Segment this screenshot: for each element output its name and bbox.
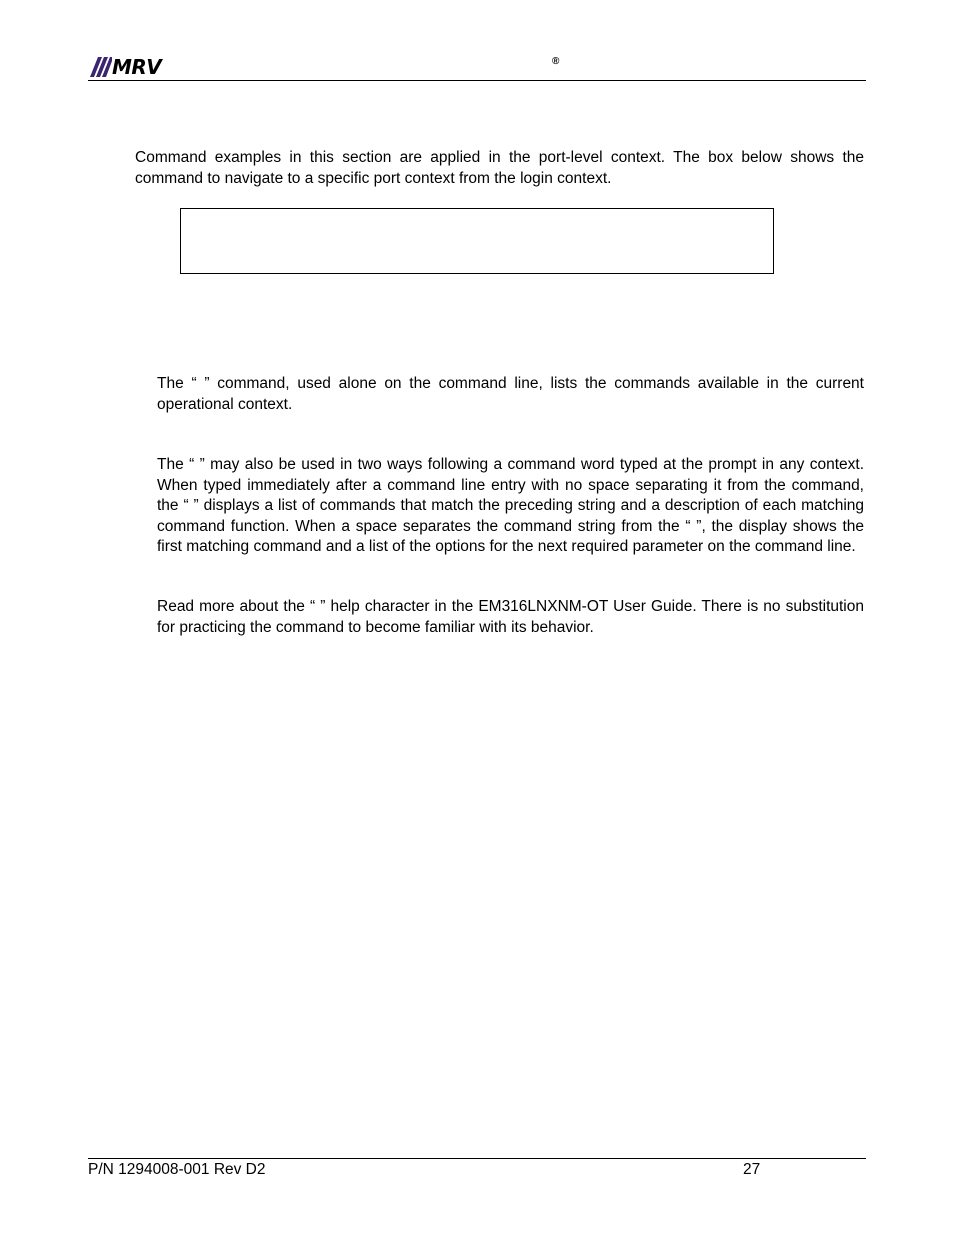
part-number: P/N 1294008-001 Rev D2 [88, 1161, 266, 1178]
mrv-logo-mark-icon [90, 57, 112, 77]
help-usage-paragraph: The “ ” may also be used in two ways following a command word typed at the prompt in any context. When typed immediately after a command line entry with no space separating it from the command, the “ ” displays a list of commands that match the preceding string and a description of each matching command function. When a space separates the command string from the “ ”, the display shows the first matching command and a list of the options for the next required parameter on the command line. [157, 456, 864, 555]
user-guide-paragraph: Read more about the “ ” help character in the EM316LNXNM-OT User Guide. There is no substitution for practicing the command to become familiar with its behavior. [157, 598, 864, 636]
page-footer [88, 1158, 866, 1178]
mrv-logo [90, 56, 161, 78]
intro-paragraph: Command examples in this section are applied in the port-level context. The box below shows the command to navigate to a specific port context from the login context. [135, 149, 864, 187]
registered-mark: ® [552, 56, 560, 67]
help-command-paragraph: The “ ” command, used alone on the command line, lists the commands available in the current operational context. [157, 375, 864, 413]
command-box [180, 208, 774, 274]
logo-text: MRV [112, 55, 162, 79]
page-number: 27 [743, 1161, 761, 1178]
page-header [88, 52, 866, 81]
